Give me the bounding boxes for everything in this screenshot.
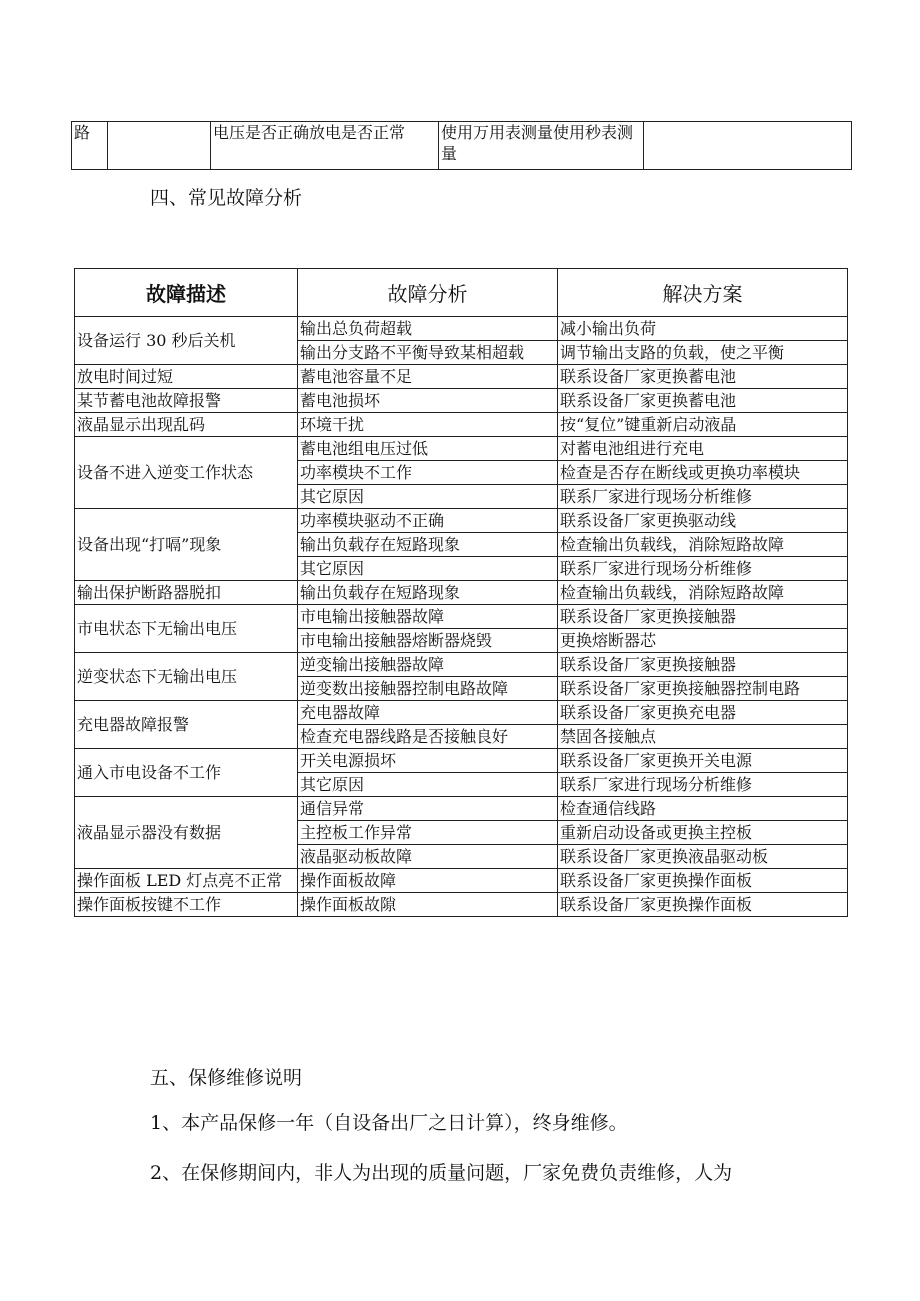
- table-row: [75, 893, 848, 917]
- table-header-row: [75, 269, 848, 317]
- fault-analysis-cell: 操作面板故隙: [298, 893, 558, 917]
- fault-analysis-cell: 充电器故障: [298, 701, 558, 725]
- fault-description-cell: 设备运行 30 秒后关机: [75, 317, 298, 365]
- solution-cell: 联系设备厂家更换蓄电池: [558, 389, 848, 413]
- fault-description-cell: 充电器故障报警: [75, 701, 298, 749]
- fault-description-cell: 设备出现“打嗝”现象: [75, 509, 298, 581]
- solution-cell: 检查输出负载线，消除短路故障: [558, 533, 848, 557]
- fault-analysis-cell: 输出总负荷超载: [298, 317, 558, 341]
- table-row: [75, 605, 848, 629]
- fault-description-cell: 输出保护断路器脱扣: [75, 581, 298, 605]
- table-row: [72, 122, 852, 170]
- table-cell: [644, 122, 852, 170]
- fault-table-body: [75, 317, 848, 917]
- table-cell: 使用万用表测量使用秒表测量: [439, 122, 644, 170]
- solution-cell: 检查通信线路: [558, 797, 848, 821]
- header-fault-analysis: 故障分析: [298, 269, 558, 317]
- section-heading-5: 五、保修维修说明: [150, 1067, 303, 1089]
- fault-analysis-cell: 逆变数出接触器控制电路故障: [298, 677, 558, 701]
- table-row: [75, 389, 848, 413]
- fault-description-cell: 某节蓄电池故障报警: [75, 389, 298, 413]
- fault-description-cell: 逆变状态下无输出电压: [75, 653, 298, 701]
- solution-cell: 联系设备厂家更换开关电源: [558, 749, 848, 773]
- table-row: [75, 869, 848, 893]
- section-heading-4: 四、常见故障分析: [150, 187, 303, 209]
- fault-description-cell: 操作面板按键不工作: [75, 893, 298, 917]
- fault-analysis-cell: 蓄电池损坏: [298, 389, 558, 413]
- solution-cell: 检查输出负载线，消除短路故障: [558, 581, 848, 605]
- fault-description-cell: 液晶显示出现乱码: [75, 413, 298, 437]
- table-row: [75, 797, 848, 821]
- fault-analysis-cell: 环境干扰: [298, 413, 558, 437]
- fault-analysis-cell: 功率模块不工作: [298, 461, 558, 485]
- table-row: [75, 509, 848, 533]
- table-row: [75, 317, 848, 341]
- top-table: [71, 121, 852, 170]
- table-row: [75, 413, 848, 437]
- warranty-paragraph-2: 2、在保修期间内，非人为出现的质量问题，厂家免费负责维修，人为: [150, 1162, 733, 1184]
- fault-analysis-table: [74, 268, 848, 917]
- solution-cell: 调节输出支路的负载，使之平衡: [558, 341, 848, 365]
- solution-cell: 联系厂家进行现场分析维修: [558, 485, 848, 509]
- fault-analysis-cell: 逆变输出接触器故障: [298, 653, 558, 677]
- solution-cell: 检查是否存在断线或更换功率模块: [558, 461, 848, 485]
- fault-analysis-cell: 输出分支路不平衡导致某相超载: [298, 341, 558, 365]
- fault-analysis-cell: 蓄电池容量不足: [298, 365, 558, 389]
- solution-cell: 按“复位”键重新启动液晶: [558, 413, 848, 437]
- solution-cell: 联系设备厂家更换操作面板: [558, 869, 848, 893]
- solution-cell: 联系设备厂家更换液晶驱动板: [558, 845, 848, 869]
- fault-analysis-cell: 主控板工作异常: [298, 821, 558, 845]
- solution-cell: 联系厂家进行现场分析维修: [558, 557, 848, 581]
- fault-description-cell: 市电状态下无输出电压: [75, 605, 298, 653]
- fault-description-cell: 通入市电设备不工作: [75, 749, 298, 797]
- fault-description-cell: 放电时间过短: [75, 365, 298, 389]
- fault-analysis-cell: 输出负载存在短路现象: [298, 533, 558, 557]
- fault-analysis-cell: 其它原因: [298, 485, 558, 509]
- solution-cell: 联系设备厂家更换接触器控制电路: [558, 677, 848, 701]
- fault-analysis-cell: 功率模块驱动不正确: [298, 509, 558, 533]
- fault-analysis-cell: 其它原因: [298, 557, 558, 581]
- fault-description-cell: 设备不进入逆变工作状态: [75, 437, 298, 509]
- table-row: [75, 437, 848, 461]
- solution-cell: 重新启动设备或更换主控板: [558, 821, 848, 845]
- table-cell: 电压是否正确放电是否正常: [211, 122, 439, 170]
- fault-analysis-cell: 蓄电池组电压过低: [298, 437, 558, 461]
- header-solution: 解决方案: [558, 269, 848, 317]
- solution-cell: 联系设备厂家更换驱动线: [558, 509, 848, 533]
- solution-cell: 更换熔断器芯: [558, 629, 848, 653]
- solution-cell: 联系设备厂家更换充电器: [558, 701, 848, 725]
- fault-analysis-cell: 液晶驱动板故障: [298, 845, 558, 869]
- solution-cell: 联系设备厂家更换接触器: [558, 605, 848, 629]
- table-row: [75, 701, 848, 725]
- fault-analysis-cell: 操作面板故障: [298, 869, 558, 893]
- solution-cell: 联系设备厂家更换蓄电池: [558, 365, 848, 389]
- table-row: [75, 365, 848, 389]
- table-cell: [108, 122, 211, 170]
- solution-cell: 对蓄电池组进行充电: [558, 437, 848, 461]
- fault-description-cell: 液晶显示器没有数据: [75, 797, 298, 869]
- solution-cell: 减小输出负荷: [558, 317, 848, 341]
- table-cell: 路: [72, 122, 108, 170]
- solution-cell: 联系厂家进行现场分析维修: [558, 773, 848, 797]
- fault-analysis-cell: 市电输出接触器故障: [298, 605, 558, 629]
- table-row: [75, 749, 848, 773]
- table-row: [75, 653, 848, 677]
- fault-analysis-cell: 开关电源损坏: [298, 749, 558, 773]
- solution-cell: 联系设备厂家更换操作面板: [558, 893, 848, 917]
- solution-cell: 联系设备厂家更换接触器: [558, 653, 848, 677]
- fault-description-cell: 操作面板 LED 灯点亮不正常: [75, 869, 298, 893]
- table-row: [75, 581, 848, 605]
- warranty-paragraph-1: 1、本产品保修一年（自设备出厂之日计算），终身维修。: [150, 1112, 628, 1134]
- fault-analysis-cell: 检查充电器线路是否接触良好: [298, 725, 558, 749]
- fault-analysis-cell: 市电输出接触器熔断器烧毁: [298, 629, 558, 653]
- header-fault-description: 故障描述: [75, 269, 298, 317]
- fault-analysis-cell: 通信异常: [298, 797, 558, 821]
- fault-analysis-cell: 输出负载存在短路现象: [298, 581, 558, 605]
- solution-cell: 禁固各接触点: [558, 725, 848, 749]
- fault-analysis-cell: 其它原因: [298, 773, 558, 797]
